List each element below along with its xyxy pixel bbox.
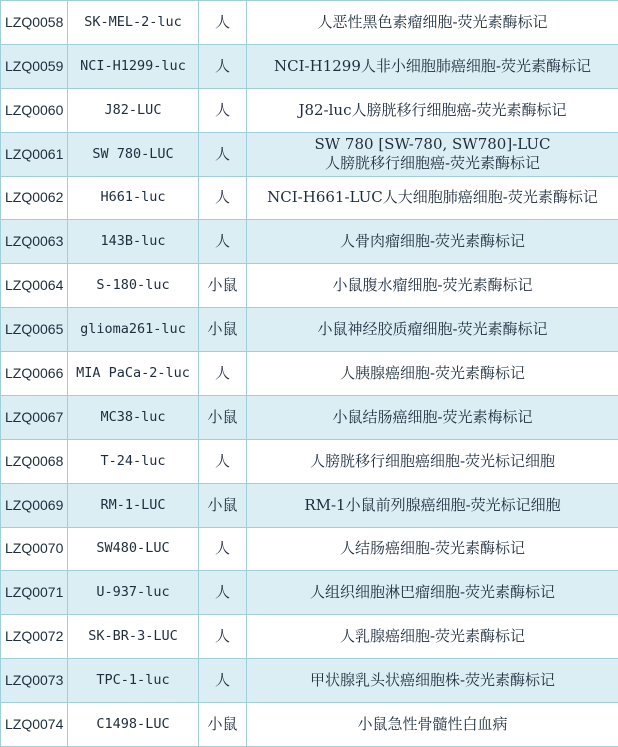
cell-species: 人 xyxy=(199,527,247,571)
cell-id: LZQ0069 xyxy=(1,483,68,527)
cell-description xyxy=(247,220,618,264)
cell-id: LZQ0062 xyxy=(1,176,68,220)
table-row xyxy=(1,308,618,352)
description-line: 小鼠神经胶质瘤细胞-荧光素酶标记 xyxy=(249,320,616,339)
cell-name: J82-LUC xyxy=(68,88,199,132)
description-line: 人胰腺癌细胞-荧光素酶标记 xyxy=(249,364,616,383)
cell-name: SK-MEL-2-luc xyxy=(68,1,199,45)
cell-species: 人 xyxy=(199,615,247,659)
cell-species: 小鼠 xyxy=(199,308,247,352)
table-row xyxy=(1,176,618,220)
cell-species: 小鼠 xyxy=(199,483,247,527)
cell-name: TPC-1-luc xyxy=(68,659,199,703)
cell-description xyxy=(247,88,618,132)
cell-name: RM-1-LUC xyxy=(68,483,199,527)
cell-name: H661-luc xyxy=(68,176,199,220)
cell-name: SW480-LUC xyxy=(68,527,199,571)
cell-description xyxy=(247,439,618,483)
cell-name: MC38-luc xyxy=(68,395,199,439)
cell-description xyxy=(247,615,618,659)
cell-species: 人 xyxy=(199,439,247,483)
cell-description xyxy=(247,483,618,527)
description-line: 人膀胱移行细胞癌-荧光素酶标记 xyxy=(249,154,616,173)
table-row xyxy=(1,615,618,659)
cell-description xyxy=(247,571,618,615)
description-line: 人恶性黑色素瘤细胞-荧光素酶标记 xyxy=(249,13,616,32)
table-row xyxy=(1,44,618,88)
cell-id: LZQ0070 xyxy=(1,527,68,571)
table-row xyxy=(1,264,618,308)
cell-name: T-24-luc xyxy=(68,439,199,483)
cell-description xyxy=(247,308,618,352)
cell-id: LZQ0073 xyxy=(1,659,68,703)
cell-description xyxy=(247,176,618,220)
cell-species: 人 xyxy=(199,44,247,88)
table-body xyxy=(1,1,618,747)
cell-description xyxy=(247,132,618,176)
table-row xyxy=(1,352,618,396)
description-line: 人结肠癌细胞-荧光素酶标记 xyxy=(249,539,616,558)
cell-id: LZQ0063 xyxy=(1,220,68,264)
cell-name: S-180-luc xyxy=(68,264,199,308)
description-line: 人组织细胞淋巴瘤细胞-荧光素酶标记 xyxy=(249,583,616,602)
description-line: 甲状腺乳头状癌细胞株-荧光素酶标记 xyxy=(249,671,616,690)
cell-description xyxy=(247,264,618,308)
cell-id: LZQ0064 xyxy=(1,264,68,308)
description-line: SW 780 [SW-780, SW780]-LUC xyxy=(249,135,616,154)
cell-species: 小鼠 xyxy=(199,264,247,308)
cell-species: 人 xyxy=(199,220,247,264)
table-row xyxy=(1,703,618,747)
cell-id: LZQ0059 xyxy=(1,44,68,88)
description-line: 小鼠腹水瘤细胞-荧光素酶标记 xyxy=(249,276,616,295)
description-line: J82-luc人膀胱移行细胞癌-荧光素酶标记 xyxy=(249,101,616,120)
cell-id: LZQ0065 xyxy=(1,308,68,352)
cell-description xyxy=(247,395,618,439)
cell-id: LZQ0068 xyxy=(1,439,68,483)
cell-id: LZQ0074 xyxy=(1,703,68,747)
cell-description xyxy=(247,44,618,88)
cell-name: NCI-H1299-luc xyxy=(68,44,199,88)
cell-species: 人 xyxy=(199,1,247,45)
cell-species: 人 xyxy=(199,659,247,703)
table-row xyxy=(1,220,618,264)
table-row xyxy=(1,132,618,176)
cell-species: 人 xyxy=(199,176,247,220)
cell-name: 143B-luc xyxy=(68,220,199,264)
table-row xyxy=(1,527,618,571)
cell-id: LZQ0061 xyxy=(1,132,68,176)
description-line: 人膀胱移行细胞癌细胞-荧光标记细胞 xyxy=(249,452,616,471)
cell-description xyxy=(247,527,618,571)
cell-name: U-937-luc xyxy=(68,571,199,615)
cell-description xyxy=(247,1,618,45)
table-row xyxy=(1,1,618,45)
cell-id: LZQ0072 xyxy=(1,615,68,659)
cell-name: SW 780-LUC xyxy=(68,132,199,176)
description-line: 人乳腺癌细胞-荧光素酶标记 xyxy=(249,627,616,646)
description-line: NCI-H1299人非小细胞肺癌细胞-荧光素酶标记 xyxy=(249,57,616,76)
cell-species: 小鼠 xyxy=(199,703,247,747)
description-line: RM-1小鼠前列腺癌细胞-荧光标记细胞 xyxy=(249,496,616,515)
table-row xyxy=(1,88,618,132)
table-row xyxy=(1,439,618,483)
cell-id: LZQ0067 xyxy=(1,395,68,439)
cell-name: C1498-LUC xyxy=(68,703,199,747)
cell-species: 人 xyxy=(199,88,247,132)
cell-species: 人 xyxy=(199,352,247,396)
cell-id: LZQ0066 xyxy=(1,352,68,396)
cell-name: SK-BR-3-LUC xyxy=(68,615,199,659)
description-line: NCI-H661-LUC人大细胞肺癌细胞-荧光素酶标记 xyxy=(249,188,616,207)
cell-species: 小鼠 xyxy=(199,395,247,439)
cell-species: 人 xyxy=(199,132,247,176)
table-row xyxy=(1,395,618,439)
table-row xyxy=(1,659,618,703)
description-line: 人骨肉瘤细胞-荧光素酶标记 xyxy=(249,232,616,251)
cell-description xyxy=(247,703,618,747)
description-line: 小鼠结肠癌细胞-荧光素梅标记 xyxy=(249,408,616,427)
table-row xyxy=(1,571,618,615)
cell-name: glioma261-luc xyxy=(68,308,199,352)
cell-id: LZQ0060 xyxy=(1,88,68,132)
cell-name: MIA PaCa-2-luc xyxy=(68,352,199,396)
cell-species: 人 xyxy=(199,571,247,615)
cell-description xyxy=(247,352,618,396)
table-row xyxy=(1,483,618,527)
description-line: 小鼠急性骨髓性白血病 xyxy=(249,715,616,734)
cell-id: LZQ0058 xyxy=(1,1,68,45)
cell-description xyxy=(247,659,618,703)
cell-id: LZQ0071 xyxy=(1,571,68,615)
